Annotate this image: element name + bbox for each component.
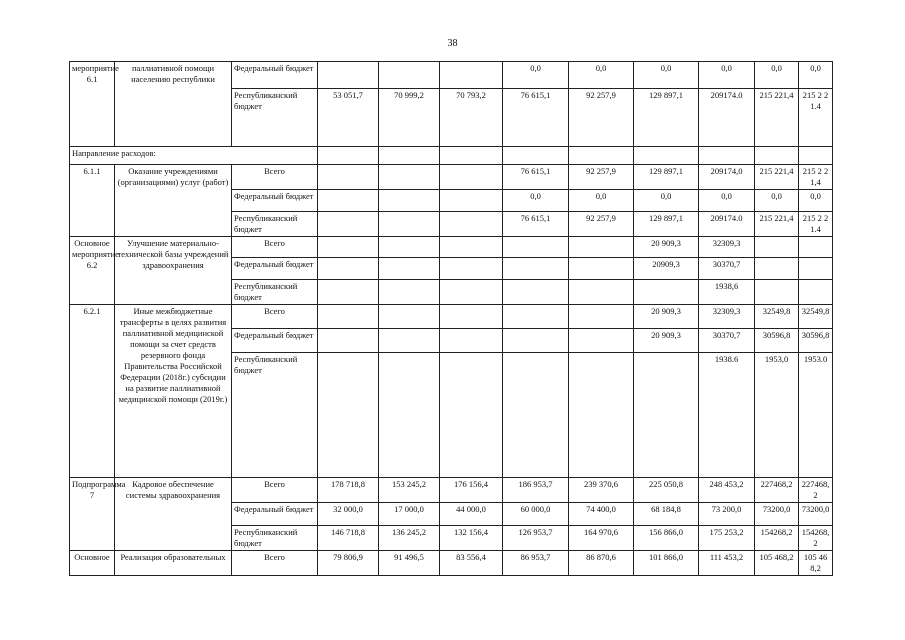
value-cell: 215 2 21,4 [799,165,833,190]
value-cell [440,329,503,353]
value-cell [503,353,569,478]
value-cell: 32549,8 [799,305,833,329]
value-cell: 209174.0 [699,89,755,147]
value-cell [799,237,833,258]
value-cell: 129 897,1 [634,89,699,147]
code-cell: 6.1.1 [70,165,115,237]
value-cell: 20 909,3 [634,237,699,258]
source-cell: Республиканский бюджет [232,280,318,305]
value-cell: 0,0 [569,190,634,212]
value-cell: 209174,0 [699,165,755,190]
value-cell [379,212,440,237]
value-cell: 0,0 [503,62,569,89]
value-cell [379,62,440,89]
value-cell: 215 2 21.4 [799,212,833,237]
value-cell [318,212,379,237]
table-row [70,62,833,89]
value-cell: 215 2 21.4 [799,89,833,147]
table-row [70,147,833,165]
table-row [70,551,833,576]
value-cell [634,353,699,478]
code-cell: 6.2.1 [70,305,115,478]
value-cell: 0,0 [634,190,699,212]
value-cell: 0,0 [569,62,634,89]
value-cell [379,353,440,478]
value-cell: 30370,7 [699,329,755,353]
value-cell: 20 909,3 [634,329,699,353]
value-cell: 0,0 [503,190,569,212]
value-cell [755,237,799,258]
value-cell: 176 156,4 [440,478,503,503]
value-cell: 132 156,4 [440,526,503,551]
value-cell: 178 718,8 [318,478,379,503]
value-cell: 0,0 [755,190,799,212]
table-row [70,305,833,329]
value-cell: 215 221,4 [755,89,799,147]
value-cell [569,280,634,305]
value-cell: 153 245,2 [379,478,440,503]
value-cell: 129 897,1 [634,165,699,190]
value-cell: 0,0 [699,62,755,89]
value-cell [318,190,379,212]
value-cell: 83 556,4 [440,551,503,576]
value-cell: 30596,8 [755,329,799,353]
name-cell: Оказание учреждениями (организациями) услуг (работ) [115,165,232,237]
name-cell: Кадровое обеспечение системы здравоохранения [115,478,232,551]
value-cell: 60 000,0 [503,503,569,526]
value-cell: 248 453,2 [699,478,755,503]
value-cell [569,237,634,258]
value-cell: 0,0 [755,62,799,89]
value-cell: 30596,8 [799,329,833,353]
source-cell: Федеральный бюджет [232,329,318,353]
value-cell: 156 866,0 [634,526,699,551]
name-cell: паллиативной помощи населению республики [115,62,232,147]
value-cell: 129 897,1 [634,212,699,237]
value-cell: 20909,3 [634,258,699,280]
value-cell: 76 615,1 [503,212,569,237]
value-cell [440,353,503,478]
name-cell: Улучшение материально-технической базы учреждений здравоохранения [115,237,232,305]
value-cell [503,237,569,258]
value-cell: 111 453,2 [699,551,755,576]
value-cell [440,165,503,190]
value-cell [318,305,379,329]
value-cell: 20 909,3 [634,305,699,329]
value-cell [379,329,440,353]
value-cell: 1938,6 [699,280,755,305]
value-cell [440,237,503,258]
value-cell: 215 221,4 [755,165,799,190]
value-cell [379,280,440,305]
source-cell: Всего [232,165,318,190]
value-cell: 101 866,0 [634,551,699,576]
value-cell [379,305,440,329]
value-cell [503,280,569,305]
value-cell: 32309,3 [699,305,755,329]
value-cell: 92 257,9 [569,165,634,190]
value-cell: 74 400,0 [569,503,634,526]
source-cell: Федеральный бюджет [232,190,318,212]
source-cell: Федеральный бюджет [232,62,318,89]
value-cell: 70 999,2 [379,89,440,147]
value-cell [569,329,634,353]
value-cell [379,165,440,190]
source-cell: Республиканский бюджет [232,212,318,237]
value-cell [755,258,799,280]
source-cell: Всего [232,551,318,576]
value-cell: 239 370,6 [569,478,634,503]
value-cell [799,280,833,305]
value-cell: 17 000,0 [379,503,440,526]
value-cell [799,258,833,280]
value-cell [503,305,569,329]
value-cell: 105 468,2 [799,551,833,576]
value-cell: 0,0 [799,190,833,212]
code-cell: мероприятие 6.1 [70,62,115,147]
code-cell: Основное мероприятие 6.2 [70,237,115,305]
value-cell: 0,0 [699,190,755,212]
value-cell [379,237,440,258]
value-cell: 73200,0 [799,503,833,526]
value-cell: 0,0 [634,62,699,89]
value-cell: 146 718,8 [318,526,379,551]
value-cell: 1938.6 [699,353,755,478]
source-cell: Всего [232,305,318,329]
value-cell: 32549,8 [755,305,799,329]
value-cell [318,353,379,478]
value-cell: 227468,2 [799,478,833,503]
value-cell: 164 970,6 [569,526,634,551]
table-row [70,165,833,190]
value-cell [503,329,569,353]
value-cell: 186 953,7 [503,478,569,503]
value-cell: 32309,3 [699,237,755,258]
value-cell: 227468,2 [755,478,799,503]
name-cell: Реализация образовательных [115,551,232,576]
value-cell: 76 615,1 [503,89,569,147]
source-cell: Всего [232,237,318,258]
value-cell [755,280,799,305]
value-cell [318,258,379,280]
value-cell: 91 496,5 [379,551,440,576]
value-cell: 136 245,2 [379,526,440,551]
source-cell: Республиканский бюджет [232,353,318,478]
source-cell: Всего [232,478,318,503]
value-cell: 32 000,0 [318,503,379,526]
value-cell: 70 793,2 [440,89,503,147]
value-cell: 76 615,1 [503,165,569,190]
value-cell: 175 253,2 [699,526,755,551]
value-cell: 30370,7 [699,258,755,280]
source-cell: Республиканский бюджет [232,526,318,551]
value-cell [440,190,503,212]
source-cell: Федеральный бюджет [232,258,318,280]
value-cell: 86 953,7 [503,551,569,576]
value-cell: 68 184,8 [634,503,699,526]
value-cell [634,280,699,305]
code-cell: Основное [70,551,115,576]
name-cell: Иные межбюджетные трансферты в целях развития паллиативной медицинской помощи за счет средств резервного фонда Правительства Российской Федерации (2018г.) субсидии на развитие паллиативной медицинской помощи (2019г.) [115,305,232,478]
value-cell: 105 468,2 [755,551,799,576]
value-cell [440,280,503,305]
value-cell: 86 870,6 [569,551,634,576]
value-cell: 92 257,9 [569,89,634,147]
value-cell [440,212,503,237]
value-cell: 44 000,0 [440,503,503,526]
budget-table [69,61,833,576]
value-cell: 0,0 [799,62,833,89]
value-cell: 92 257,9 [569,212,634,237]
value-cell [318,329,379,353]
value-cell [379,258,440,280]
value-cell [569,305,634,329]
code-cell: Подпрограмма 7 [70,478,115,551]
source-cell: Федеральный бюджет [232,503,318,526]
value-cell: 1953,0 [755,353,799,478]
value-cell: 154268,2 [799,526,833,551]
value-cell [318,165,379,190]
value-cell [318,237,379,258]
value-cell: 1953.0 [799,353,833,478]
table-row [70,237,833,258]
value-cell: 154268,2 [755,526,799,551]
value-cell [503,258,569,280]
value-cell: 73 200,0 [699,503,755,526]
table-row [70,478,833,503]
value-cell [379,190,440,212]
value-cell: 225 050,8 [634,478,699,503]
value-cell: 126 953,7 [503,526,569,551]
value-cell [318,280,379,305]
direction-label: Направление расходов: [70,147,318,165]
source-cell: Республиканский бюджет [232,89,318,147]
value-cell [440,62,503,89]
value-cell: 53 051,7 [318,89,379,147]
value-cell: 73200,0 [755,503,799,526]
value-cell [569,353,634,478]
page-number: 38 [447,38,458,49]
value-cell [569,258,634,280]
value-cell [440,305,503,329]
value-cell: 209174.0 [699,212,755,237]
value-cell [440,258,503,280]
value-cell: 215 221,4 [755,212,799,237]
value-cell [318,62,379,89]
value-cell: 79 806,9 [318,551,379,576]
